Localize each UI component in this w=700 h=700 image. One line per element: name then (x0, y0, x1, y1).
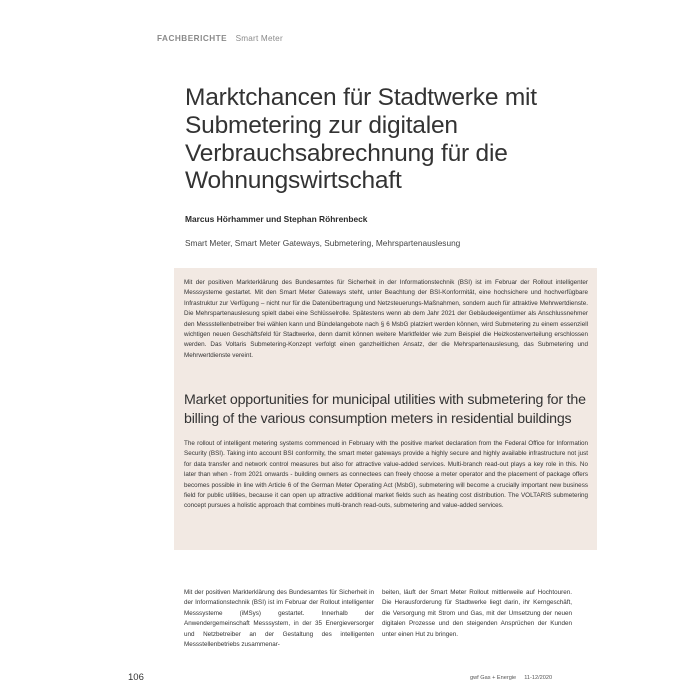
article-authors: Marcus Hörhammer und Stephan Röhrenbeck (185, 214, 368, 224)
page-number: 106 (128, 672, 144, 683)
english-title: Market opportunities for municipal utilities with submetering for the billing of the various consumption meters in residential buildings (184, 392, 586, 427)
abstract-german: Mit der positiven Markterklärung des Bundesamtes für Sicherheit in der Informationstechnik (BSI) ist im Februar der Rollout intelligenter Messsysteme gestartet. Mit den Smart Meter Gateways steht, unter Beachtung der BSI-Konformität, eine hochsichere und hochverfügbare Infrastruktur zur Verfügung – nicht nur für die Datenübertragung und Netzsteuerungs-Maßnahmen, sondern auch für attraktive Mehrwertdienste. Die Mehrspartenauslesung spielt dabei eine Schlüsselrolle. Spätestens wenn ab dem Jahr 2021 der Gebäudeeigentümer als Anschlussnehmer den Messstellenbetreiber frei wählen kann und Bündelangebote nach § 6 MsbG platziert werden können, wird Submetering zu einem essenziell wichtigen neuen Geschäftsfeld für Stadtwerke, denn damit können weitere Marktfelder wie zum Beispiel die Heizkostenverteilung erschlossen werden. Das Voltaris Submetering-Konzept verfolgt einen ganzheitlichen Ansatz, der die Mehrspartenauslesung, das Submetering und Mehrwertdienste vereint. (184, 279, 588, 359)
abstract-english: The rollout of intelligent metering systems commenced in February with the positive market declaration from the Federal Office for Information Security (BSI). Taking into account BSI conformity, the smart meter gateways provide a highly secure and highly available infrastructure not just for data transfer and network control measures but also for attractive value-added services. Multi-branch read-out plays a key role in this. No later than when - from 2021 onwards - building owners as connectees can freely choose a meter operator and the placement of package offers becomes possible in line with Article 6 of the German Meter Operating Act (MsbG), submetering will become a crucially important new business field for public utilities, because it can open up attractive additional market fields such as heating cost distribution. The VOLTARIS submetering concept pursues a holistic approach that combines multi-branch read-outs, submetering and value-added services. (184, 440, 588, 510)
running-header (157, 34, 283, 43)
subsection-label: Smart Meter (235, 34, 283, 43)
body-column-right: beiten, läuft der Smart Meter Rollout mittlerweile auf Hochtouren. Die Herausforderung für Stadtwerke liegt darin, ihr Kerngeschäft, die Versorgung mit Strom und Gas, mit der Umsetzung der neuen digitalen Prozesse und den steigenden Ansprüchen der Kunden unter einen Hut zu bringen. (382, 589, 572, 638)
article-keywords: Smart Meter, Smart Meter Gateways, Submetering, Mehrspartenauslesung (185, 238, 461, 248)
journal-name: gwf Gas + Energie (470, 675, 517, 681)
body-column-left: Mit der positiven Markterklärung des Bundesamtes für Sicherheit in der Informationstechnik (BSI) ist im Februar der Rollout intelligenter Messsysteme (iMSys) gestartet. Innerhalb der Anwendergemeinschaft Messsystem, in der 35 Energieversorger und Netzbetreiber an der Gestaltung des intelligenten Messstellenbetriebs zusammenar- (184, 589, 374, 649)
journal-issue: 11-12/2020 (524, 675, 553, 681)
section-label: FACHBERICHTE (157, 34, 228, 43)
journal-footer (470, 675, 552, 681)
article-title: Marktchancen für Stadtwerke mit Submetering zur digitalen Verbrauchsabrechnung für die Wohnungswirtschaft (185, 84, 537, 195)
